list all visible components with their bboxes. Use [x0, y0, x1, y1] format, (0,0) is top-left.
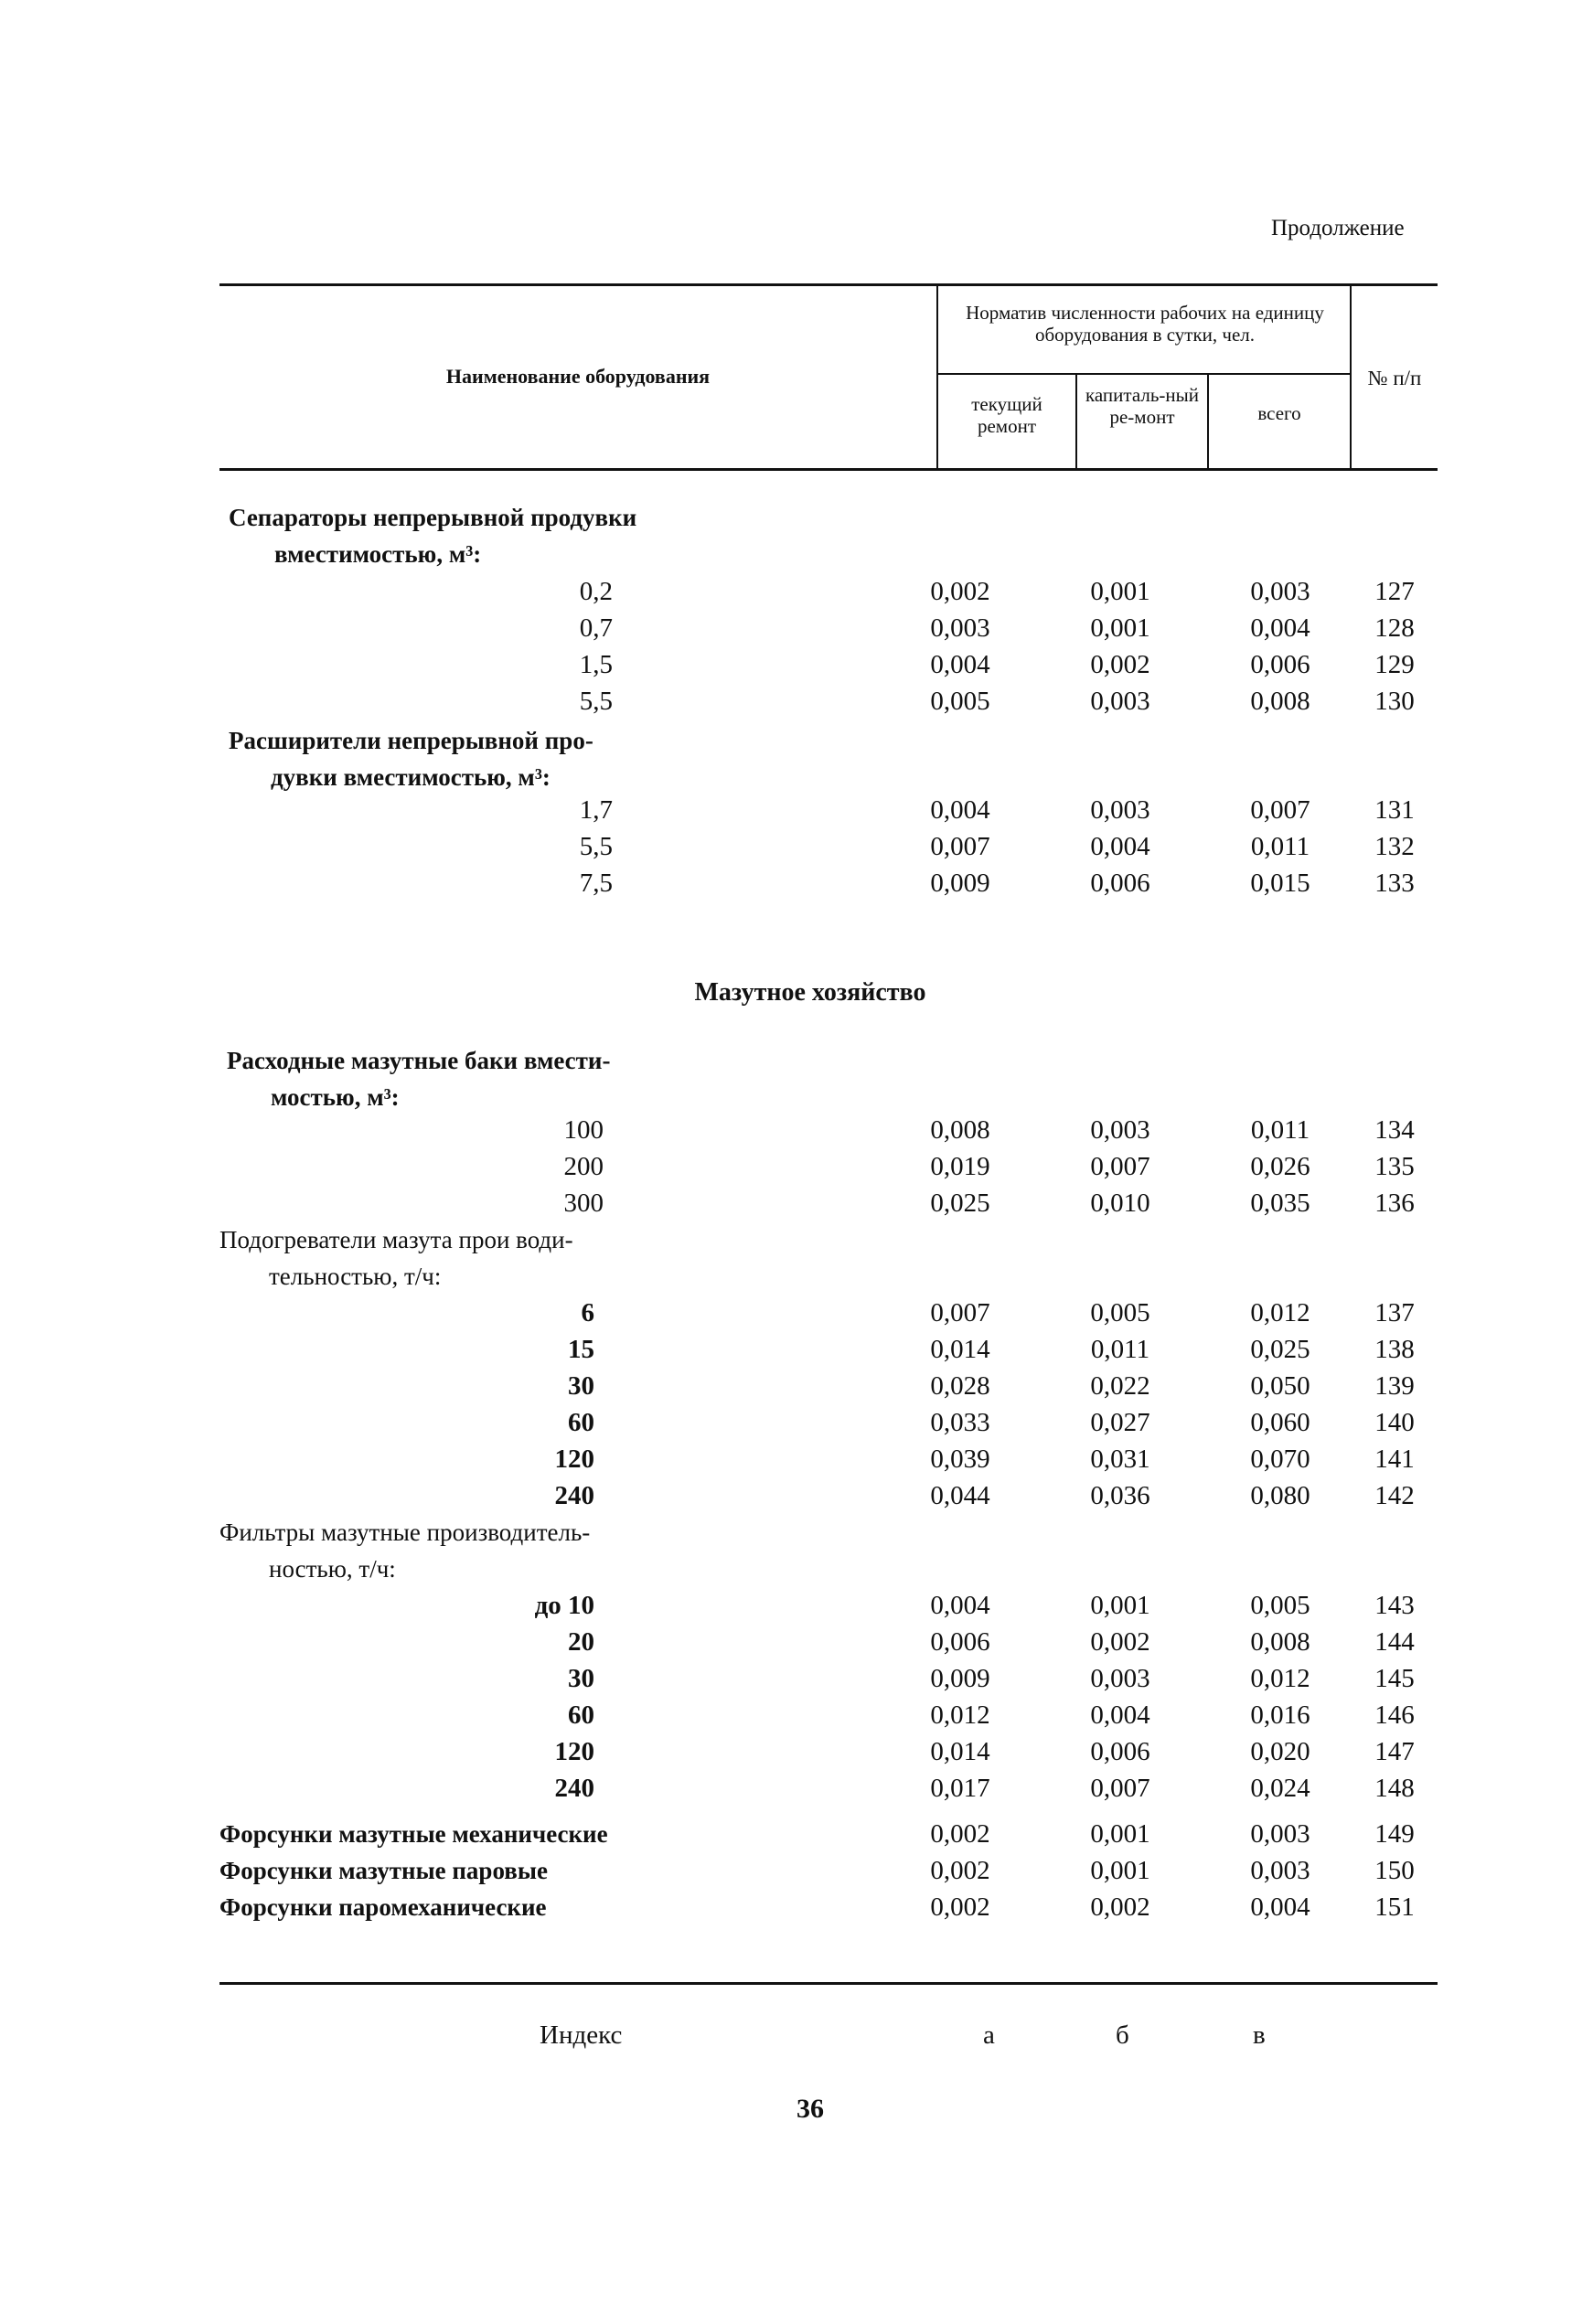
- cell-current-repair: 0,002: [930, 1856, 990, 1885]
- cell-total: 0,020: [1250, 1737, 1310, 1766]
- header-col-total: всего: [1257, 402, 1301, 424]
- cell-number: 145: [1374, 1664, 1415, 1693]
- cell-current-repair: 0,044: [930, 1481, 990, 1510]
- row-label: 300: [563, 1189, 604, 1218]
- cell-current-repair: 0,039: [930, 1445, 990, 1474]
- table-row: [0, 573, 1593, 610]
- group-title-line: ностью, т/ч:: [269, 1555, 396, 1583]
- cell-capital-repair: 0,003: [1090, 1115, 1150, 1145]
- cell-capital-repair: 0,011: [1090, 1335, 1150, 1364]
- cell-capital-repair: 0,001: [1090, 1856, 1150, 1885]
- row-label: 240: [554, 1481, 594, 1510]
- table-row: [0, 1816, 1593, 1852]
- row-label: 120: [554, 1445, 594, 1474]
- table-top-rule: [219, 283, 1438, 286]
- index-c: в: [1253, 2020, 1266, 2050]
- table-row: [0, 1185, 1593, 1221]
- table-row: [0, 1697, 1593, 1733]
- cell-number: 129: [1374, 650, 1415, 679]
- cell-total: 0,080: [1250, 1481, 1310, 1510]
- cell-current-repair: 0,008: [930, 1115, 990, 1145]
- header-col-capital-repair: капиталь-ный ре-монт: [1085, 384, 1199, 428]
- cell-total: 0,003: [1250, 1819, 1310, 1849]
- row-label: 20: [568, 1627, 594, 1657]
- cell-total: 0,011: [1250, 1115, 1310, 1145]
- cell-number: 138: [1374, 1335, 1415, 1364]
- group-title-line: мостью, м³:: [271, 1083, 400, 1111]
- continuation-label: Продолжение: [1271, 216, 1405, 240]
- cell-total: 0,015: [1250, 869, 1310, 898]
- cell-capital-repair: 0,003: [1090, 795, 1150, 825]
- row-label: 30: [568, 1664, 594, 1693]
- cell-current-repair: 0,014: [930, 1737, 990, 1766]
- cell-number: 143: [1374, 1591, 1415, 1620]
- cell-capital-repair: 0,002: [1090, 650, 1150, 679]
- cell-number: 131: [1374, 795, 1415, 825]
- header-group-rule: [938, 373, 1352, 375]
- cell-capital-repair: 0,003: [1090, 1664, 1150, 1693]
- index-label: Индекс: [540, 2020, 623, 2050]
- row-label: до 10: [534, 1591, 594, 1620]
- cell-current-repair: 0,028: [930, 1371, 990, 1401]
- row-label: 200: [563, 1152, 604, 1181]
- group-title-line: вместимостью, м³:: [274, 540, 482, 568]
- table-row: [0, 1112, 1593, 1148]
- cell-current-repair: 0,003: [930, 613, 990, 643]
- row-label: 0,2: [579, 577, 613, 606]
- cell-capital-repair: 0,004: [1090, 832, 1150, 861]
- cell-total: 0,060: [1250, 1408, 1310, 1437]
- page-number: 36: [796, 2094, 824, 2124]
- group-title-line: дувки вместимостью, м³:: [271, 763, 551, 791]
- cell-number: 128: [1374, 613, 1415, 643]
- cell-current-repair: 0,025: [930, 1189, 990, 1218]
- table-row: [0, 1477, 1593, 1514]
- cell-total: 0,006: [1250, 650, 1310, 679]
- cell-number: 150: [1374, 1856, 1415, 1885]
- table-row: [0, 1660, 1593, 1697]
- cell-capital-repair: 0,027: [1090, 1408, 1150, 1437]
- row-label: 1,7: [579, 795, 613, 825]
- cell-current-repair: 0,006: [930, 1627, 990, 1657]
- cell-total: 0,024: [1250, 1774, 1310, 1803]
- cell-number: 147: [1374, 1737, 1415, 1766]
- group-title-line: Сепараторы непрерывной продувки: [229, 504, 637, 531]
- row-label: 60: [568, 1700, 594, 1730]
- cell-number: 136: [1374, 1189, 1415, 1218]
- section-heading: Мазутное хозяйство: [694, 978, 926, 1007]
- table-header-bottom-rule: [219, 468, 1438, 471]
- header-col-current-repair: текущий ремонт: [971, 393, 1042, 437]
- cell-number: 137: [1374, 1298, 1415, 1327]
- table-bottom-rule: [219, 1982, 1438, 1985]
- header-col-number: № п/п: [1367, 367, 1422, 389]
- row-label: 15: [568, 1335, 594, 1364]
- table-row: [0, 1148, 1593, 1185]
- cell-number: 140: [1374, 1408, 1415, 1437]
- header-divider-4: [1350, 286, 1352, 468]
- cell-capital-repair: 0,006: [1090, 1737, 1150, 1766]
- cell-capital-repair: 0,001: [1090, 613, 1150, 643]
- cell-current-repair: 0,002: [930, 577, 990, 606]
- cell-number: 134: [1374, 1115, 1415, 1145]
- group-title-line: Расходные мазутные баки вмести-: [227, 1047, 611, 1074]
- row-label: 0,7: [579, 613, 613, 643]
- cell-total: 0,007: [1250, 795, 1310, 825]
- cell-total: 0,050: [1250, 1371, 1310, 1401]
- row-label: Форсунки мазутные механические: [219, 1820, 608, 1848]
- table-row: [0, 1587, 1593, 1624]
- cell-total: 0,005: [1250, 1591, 1310, 1620]
- cell-current-repair: 0,007: [930, 1298, 990, 1327]
- cell-number: 130: [1374, 687, 1415, 716]
- cell-number: 146: [1374, 1700, 1415, 1730]
- row-label: 1,5: [579, 650, 613, 679]
- row-label: 240: [554, 1774, 594, 1803]
- table-row: [0, 610, 1593, 646]
- cell-total: 0,035: [1250, 1189, 1310, 1218]
- cell-total: 0,004: [1250, 613, 1310, 643]
- cell-capital-repair: 0,002: [1090, 1627, 1150, 1657]
- cell-capital-repair: 0,022: [1090, 1371, 1150, 1401]
- row-label: 5,5: [579, 687, 613, 716]
- row-label: Форсунки паромеханические: [219, 1893, 547, 1921]
- cell-capital-repair: 0,007: [1090, 1152, 1150, 1181]
- cell-capital-repair: 0,001: [1090, 577, 1150, 606]
- row-label: 7,5: [579, 869, 613, 898]
- cell-capital-repair: 0,002: [1090, 1892, 1150, 1922]
- cell-total: 0,003: [1250, 577, 1310, 606]
- table-row: [0, 792, 1593, 828]
- header-divider-3: [1207, 375, 1209, 468]
- cell-current-repair: 0,004: [930, 795, 990, 825]
- row-label: 30: [568, 1371, 594, 1401]
- cell-number: 133: [1374, 869, 1415, 898]
- cell-current-repair: 0,017: [930, 1774, 990, 1803]
- cell-number: 139: [1374, 1371, 1415, 1401]
- cell-capital-repair: 0,001: [1090, 1819, 1150, 1849]
- cell-number: 142: [1374, 1481, 1415, 1510]
- group-title-line: Фильтры мазутные производитель-: [219, 1519, 591, 1546]
- cell-number: 127: [1374, 577, 1415, 606]
- cell-current-repair: 0,009: [930, 869, 990, 898]
- cell-current-repair: 0,005: [930, 687, 990, 716]
- cell-capital-repair: 0,001: [1090, 1591, 1150, 1620]
- cell-total: 0,026: [1250, 1152, 1310, 1181]
- group-title-line: тельностью, т/ч:: [269, 1263, 442, 1290]
- cell-current-repair: 0,007: [930, 832, 990, 861]
- row-label: 5,5: [579, 832, 613, 861]
- table-row: [0, 1770, 1593, 1807]
- cell-total: 0,008: [1250, 687, 1310, 716]
- table-row: [0, 1331, 1593, 1368]
- cell-number: 148: [1374, 1774, 1415, 1803]
- cell-total: 0,004: [1250, 1892, 1310, 1922]
- cell-total: 0,008: [1250, 1627, 1310, 1657]
- table-row: [0, 1441, 1593, 1477]
- index-a: а: [983, 2020, 995, 2050]
- table-row: [0, 1368, 1593, 1404]
- cell-total: 0,016: [1250, 1700, 1310, 1730]
- table-row: [0, 683, 1593, 720]
- cell-current-repair: 0,014: [930, 1335, 990, 1364]
- table-row: [0, 1295, 1593, 1331]
- cell-total: 0,012: [1250, 1298, 1310, 1327]
- cell-capital-repair: 0,004: [1090, 1700, 1150, 1730]
- cell-capital-repair: 0,003: [1090, 687, 1150, 716]
- cell-number: 132: [1374, 832, 1415, 861]
- cell-number: 149: [1374, 1819, 1415, 1849]
- table-row: [0, 1733, 1593, 1770]
- cell-total: 0,011: [1250, 832, 1310, 861]
- cell-capital-repair: 0,031: [1090, 1445, 1150, 1474]
- table-row: [0, 828, 1593, 865]
- table-row: [0, 1889, 1593, 1925]
- table-row: [0, 1404, 1593, 1441]
- cell-current-repair: 0,004: [930, 1591, 990, 1620]
- cell-capital-repair: 0,005: [1090, 1298, 1150, 1327]
- cell-total: 0,070: [1250, 1445, 1310, 1474]
- header-divider-2: [1075, 375, 1077, 468]
- cell-current-repair: 0,033: [930, 1408, 990, 1437]
- cell-capital-repair: 0,036: [1090, 1481, 1150, 1510]
- row-label: 60: [568, 1408, 594, 1437]
- table-row: [0, 1852, 1593, 1889]
- cell-current-repair: 0,009: [930, 1664, 990, 1693]
- table-row: [0, 865, 1593, 901]
- cell-current-repair: 0,012: [930, 1700, 990, 1730]
- row-label: 120: [554, 1737, 594, 1766]
- cell-capital-repair: 0,010: [1090, 1189, 1150, 1218]
- table-row: [0, 646, 1593, 683]
- index-b: б: [1116, 2020, 1129, 2050]
- row-label: 100: [563, 1115, 604, 1145]
- cell-total: 0,003: [1250, 1856, 1310, 1885]
- row-label: Форсунки мазутные паровые: [219, 1857, 548, 1884]
- cell-total: 0,025: [1250, 1335, 1310, 1364]
- cell-current-repair: 0,019: [930, 1152, 990, 1181]
- header-divider-1: [936, 286, 938, 468]
- cell-capital-repair: 0,006: [1090, 869, 1150, 898]
- cell-total: 0,012: [1250, 1664, 1310, 1693]
- cell-current-repair: 0,004: [930, 650, 990, 679]
- row-label: 6: [581, 1298, 594, 1327]
- header-name-col: Наименование оборудования: [445, 365, 711, 388]
- table-row: [0, 1624, 1593, 1660]
- cell-number: 135: [1374, 1152, 1415, 1181]
- cell-number: 141: [1374, 1445, 1415, 1474]
- group-title-line: Расширители непрерывной про-: [229, 727, 593, 754]
- cell-number: 151: [1374, 1892, 1415, 1922]
- cell-current-repair: 0,002: [930, 1819, 990, 1849]
- cell-current-repair: 0,002: [930, 1892, 990, 1922]
- cell-capital-repair: 0,007: [1090, 1774, 1150, 1803]
- cell-number: 144: [1374, 1627, 1415, 1657]
- group-title-line: Подогреватели мазута прои води-: [219, 1226, 573, 1253]
- header-norm-group: Норматив численности рабочих на единицу оборудования в сутки, чел.: [966, 302, 1324, 346]
